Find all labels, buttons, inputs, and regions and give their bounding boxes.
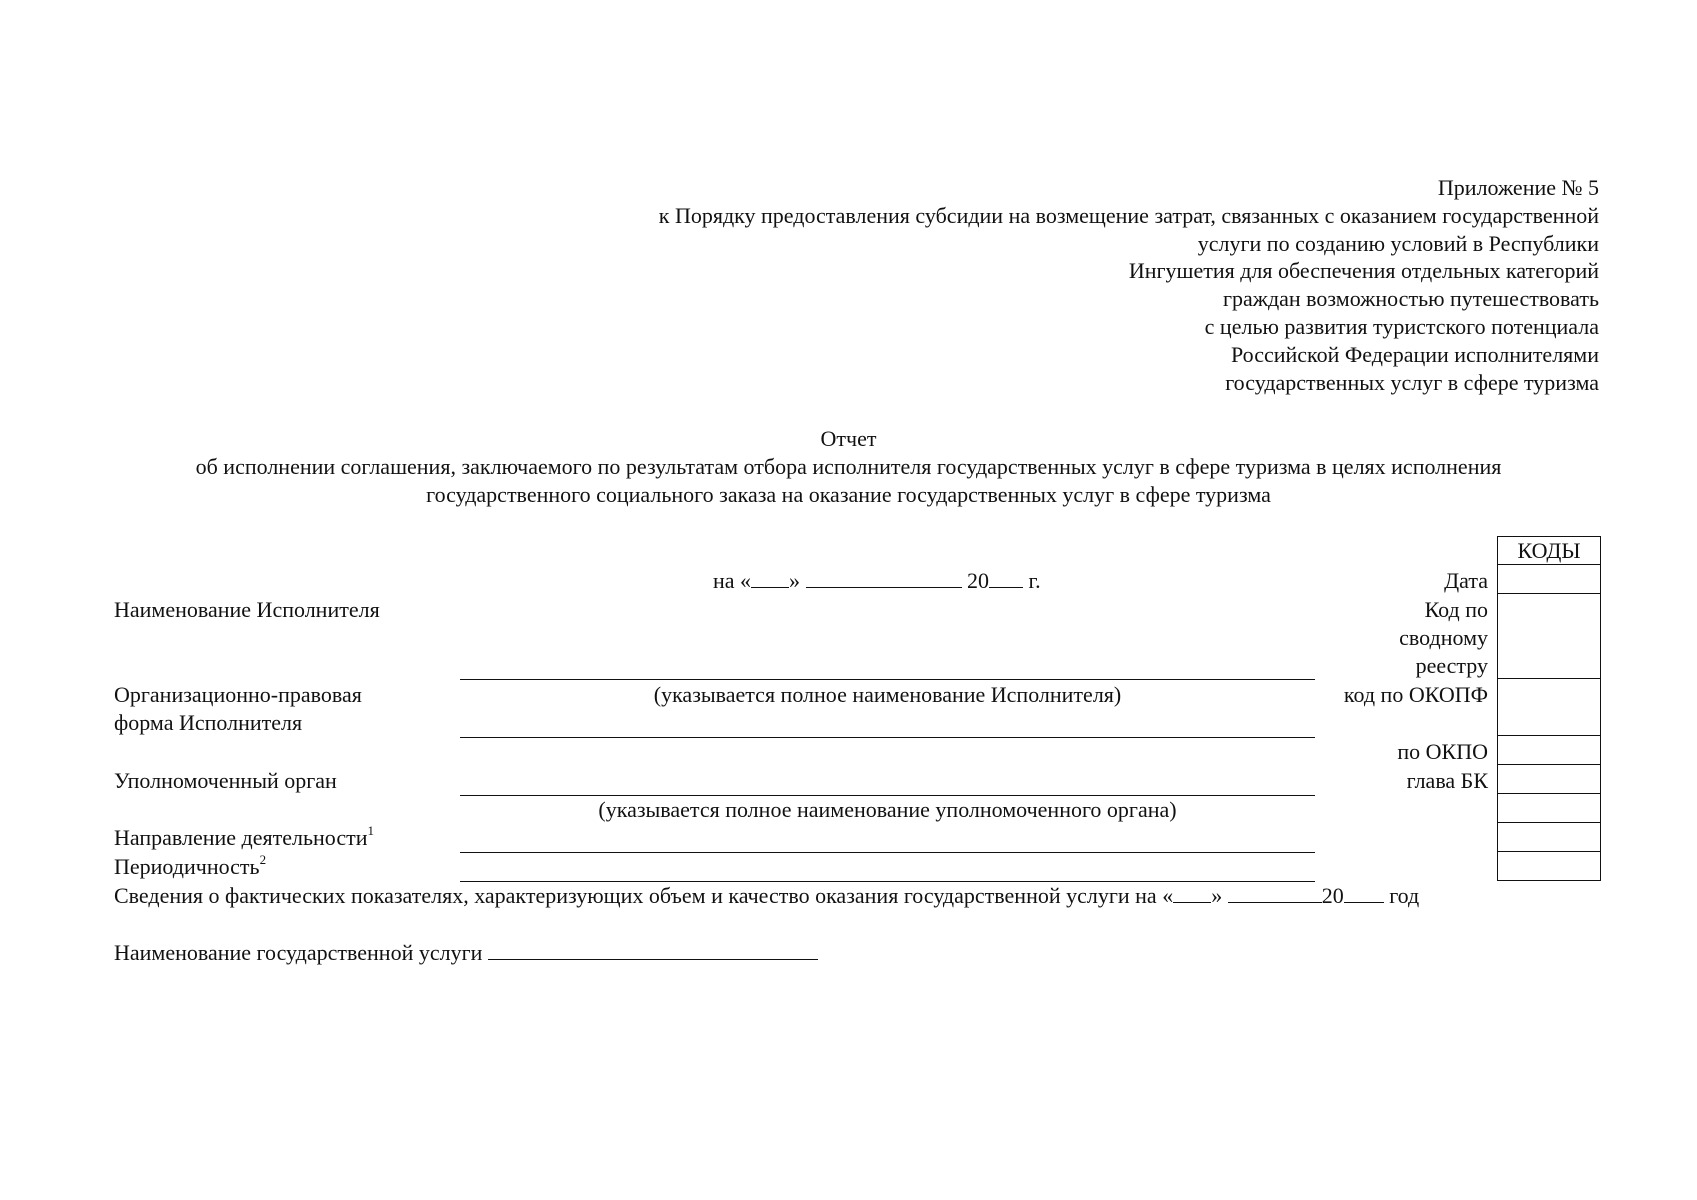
service-name-label: Наименование государственной услуги (114, 940, 483, 965)
activity-text: Направление деятельности (114, 825, 368, 850)
code-cell-empty[interactable] (1498, 823, 1601, 852)
appendix-line: с целью развития туристского потенциала (1204, 314, 1599, 339)
footnote-mark: 2 (259, 851, 267, 867)
activity-label (114, 824, 374, 852)
periodicity-text: Периодичность (114, 854, 260, 879)
appendix-line: Ингушетия для обеспечения отдельных категорий (1128, 258, 1599, 283)
activity-line[interactable] (460, 852, 1315, 853)
facts-month-blank[interactable] (1228, 882, 1322, 903)
code-cell-empty[interactable] (1498, 852, 1601, 881)
code-label-okopf: код по ОКОПФ (1343, 682, 1488, 707)
codes-header: КОДЫ (1498, 537, 1601, 565)
facts-year-blank[interactable] (1344, 882, 1384, 903)
code-cell-okopf[interactable] (1498, 679, 1601, 736)
service-name-blank[interactable] (488, 939, 818, 960)
code-label-date: Дата (1444, 568, 1488, 593)
org-form-label: Организационно-правовая (114, 682, 362, 707)
facts-line (114, 882, 1419, 910)
appendix-line: граждан возможностью путешествовать (1222, 286, 1599, 311)
facts-mid: » (1211, 883, 1223, 908)
appendix-line: Российской Федерации исполнителями (1230, 342, 1599, 367)
year-blank[interactable] (989, 567, 1023, 588)
year-prefix: 20 (967, 568, 990, 593)
code-cell-bk[interactable] (1498, 765, 1601, 794)
month-blank[interactable] (806, 567, 962, 588)
org-form-line[interactable] (460, 737, 1315, 738)
date-suffix: г. (1028, 568, 1041, 593)
appendix-line: государственных услуг в сфере туризма (1225, 370, 1599, 395)
report-title: Отчет (820, 426, 877, 451)
report-subtitle: государственного социального заказа на оказание государственных услуг в сфере туризма (426, 482, 1271, 507)
executor-name-label: Наименование Исполнителя (114, 597, 380, 622)
report-date-line (713, 567, 1041, 595)
code-label-bk: глава БК (1406, 768, 1488, 793)
code-cell-date[interactable] (1498, 565, 1601, 594)
org-form-label: форма Исполнителя (114, 710, 303, 735)
code-label-registry: сводному (1399, 625, 1488, 650)
appendix-title: Приложение № 5 (1437, 175, 1599, 200)
authority-label: Уполномоченный орган (114, 768, 337, 793)
code-label-okpo: по ОКПО (1397, 739, 1488, 764)
facts-day-blank[interactable] (1173, 882, 1211, 903)
appendix-line: услуги по созданию условий в Республики (1197, 231, 1599, 256)
footnote-mark: 1 (367, 822, 374, 838)
facts-text: Сведения о фактических показателях, характеризующих объем и качество оказания государственной услуги на « (114, 883, 1174, 908)
code-label-registry: Код по (1424, 597, 1488, 622)
code-cell-okpo[interactable] (1498, 736, 1601, 765)
executor-name-line[interactable] (460, 679, 1315, 680)
facts-year-prefix: 20 (1321, 883, 1344, 908)
code-cell-empty[interactable] (1498, 794, 1601, 823)
report-subtitle: об исполнении соглашения, заключаемого по результатам отбора исполнителя государственных услуг в сфере туризма в целях исполнения (195, 454, 1502, 479)
executor-name-hint: (указывается полное наименование Исполнителя) (653, 682, 1122, 707)
day-blank[interactable] (751, 567, 789, 588)
date-mid: » (789, 568, 801, 593)
service-name-row (114, 939, 818, 967)
periodicity-label (114, 853, 266, 881)
codes-table (1497, 536, 1601, 881)
date-prefix: на « (713, 568, 752, 593)
code-label-registry: реестру (1415, 653, 1488, 678)
code-cell-registry[interactable] (1498, 594, 1601, 679)
facts-suffix: год (1389, 883, 1420, 908)
authority-hint: (указывается полное наименование уполномоченного органа) (598, 797, 1177, 822)
appendix-line: к Порядку предоставления субсидии на возмещение затрат, связанных с оказанием государственной (658, 203, 1599, 228)
